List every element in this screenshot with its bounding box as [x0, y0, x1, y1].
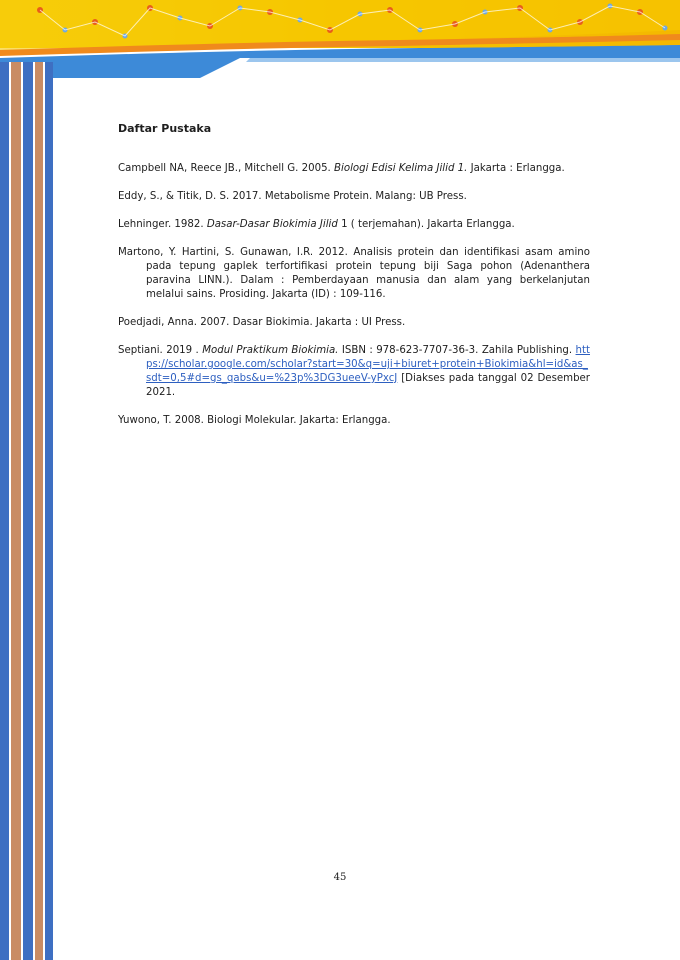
- reference-title: Modul Praktikum Biokimia.: [202, 345, 339, 356]
- bibliography: [118, 122, 590, 442]
- reference-item: [118, 414, 590, 428]
- reference-item: [118, 246, 590, 302]
- page-title: Daftar Pustaka: [118, 122, 212, 135]
- reference-text: Jakarta : Erlangga.: [467, 163, 565, 174]
- reference-link[interactable]: https://scholar.google.com/scholar?start=30&q=uji+biuret+protein+Biokimia&hl=id&as_sdt=0,5#d=gs_qabs&u=%23p%3DG3ueeV-yPxcJ: [146, 345, 590, 384]
- reference-item: [118, 162, 590, 176]
- reference-item: [118, 190, 590, 204]
- page-number: 45: [333, 872, 347, 883]
- reference-text: 1 ( terjemahan). Jakarta Erlangga.: [337, 219, 515, 230]
- reference-text: Martono, Y. Hartini, S. Gunawan, I.R. 2012. Analisis protein dan identifikasi asam amino pada tepung gaplek terfortifikasi protein tepung biji Saga pohon (Adenanthera paravina LINN.). Dalam : Pemberdayaan manusia dan alam yang berkelanjutan melalui sains. Prosiding. Jakarta (ID) : 109-116.: [118, 247, 590, 300]
- reference-text: Septiani. 2019 .: [118, 345, 203, 356]
- reference-text: Campbell NA, Reece JB., Mitchell G. 2005.: [118, 163, 335, 174]
- reference-text: Yuwono, T. 2008. Biologi Molekular. Jakarta: Erlangga.: [118, 415, 391, 426]
- reference-title: Dasar-Dasar Biokimia Jilid: [206, 219, 338, 230]
- reference-text: Poedjadi, Anna. 2007. Dasar Biokimia. Jakarta : UI Press.: [118, 317, 406, 328]
- reference-text: [Diakses pada tanggal 02 Desember 2021.: [146, 373, 590, 398]
- reference-item: [118, 218, 590, 232]
- reference-title: Biologi Edisi Kelima Jilid 1.: [334, 163, 468, 174]
- reference-text: Lehninger. 1982.: [118, 219, 207, 230]
- reference-item: [118, 316, 590, 330]
- reference-text: ISBN : 978-623-7707-36-3. Zahila Publishing.: [338, 345, 576, 356]
- left-stripes: [0, 62, 60, 960]
- reference-text: Eddy, S., & Titik, D. S. 2017. Metabolisme Protein. Malang: UB Press.: [118, 191, 467, 202]
- header-banner: [0, 0, 680, 80]
- reference-item: [118, 344, 590, 400]
